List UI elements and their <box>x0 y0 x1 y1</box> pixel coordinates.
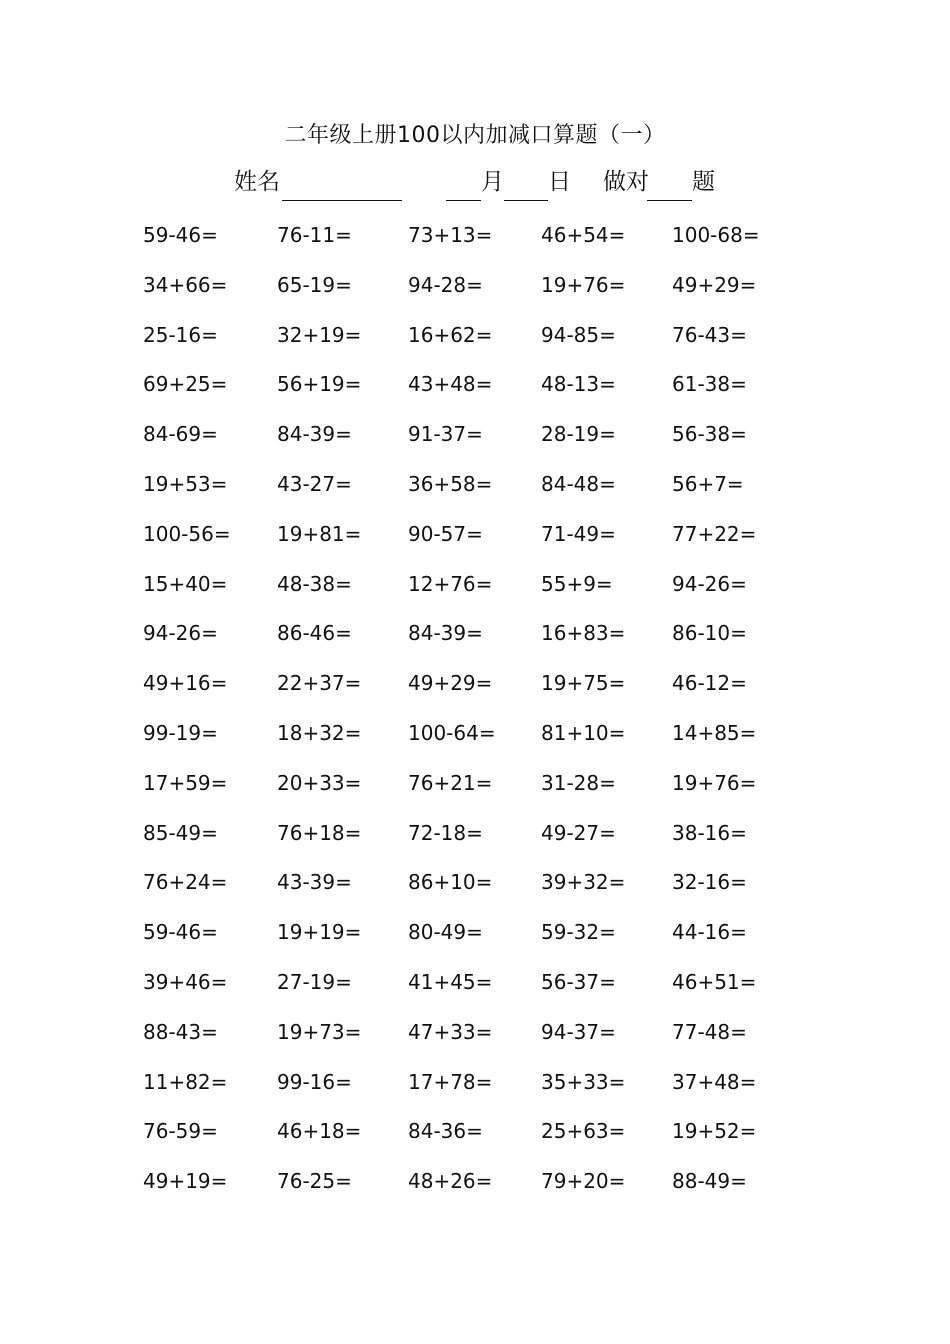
arithmetic-problem: 39+46= <box>143 970 228 994</box>
arithmetic-problem: 46-12= <box>672 671 747 696</box>
problem-row <box>0 668 950 698</box>
arithmetic-problem: 19+81= <box>277 521 362 546</box>
arithmetic-problem: 59-46= <box>143 223 218 247</box>
arithmetic-problem: 76-43= <box>672 322 747 347</box>
arithmetic-problem: 84-69= <box>143 422 218 447</box>
arithmetic-problem: 86+10= <box>408 870 493 895</box>
month-blank[interactable] <box>446 200 481 201</box>
problem-row <box>0 1017 950 1047</box>
problem-row <box>0 1166 950 1196</box>
problem-row <box>0 220 950 250</box>
arithmetic-problem: 86-46= <box>277 621 352 646</box>
arithmetic-problem: 69+25= <box>143 372 228 397</box>
arithmetic-problem: 56+19= <box>277 372 362 397</box>
arithmetic-problem: 19+76= <box>541 272 626 297</box>
arithmetic-problem: 99-16= <box>277 1069 352 1094</box>
arithmetic-problem: 48-38= <box>277 571 352 596</box>
arithmetic-problem: 72-18= <box>408 820 483 845</box>
arithmetic-problem: 43+48= <box>408 372 493 397</box>
arithmetic-problem: 84-39= <box>277 422 352 447</box>
problem-row <box>0 1067 950 1097</box>
arithmetic-problem: 76-11= <box>277 223 352 247</box>
arithmetic-problem: 90-57= <box>408 521 483 546</box>
arithmetic-problem: 43-39= <box>277 870 352 895</box>
arithmetic-problem: 18+32= <box>277 721 362 745</box>
arithmetic-problem: 49+29= <box>672 272 757 297</box>
problem-row <box>0 320 950 350</box>
arithmetic-problem: 38-16= <box>672 820 747 845</box>
arithmetic-problem: 80-49= <box>408 920 483 945</box>
arithmetic-problem: 49+19= <box>143 1169 228 1194</box>
arithmetic-problem: 59-32= <box>541 920 616 945</box>
arithmetic-problem: 94-85= <box>541 322 616 347</box>
problem-row <box>0 270 950 300</box>
arithmetic-problem: 86-10= <box>672 621 747 646</box>
arithmetic-problem: 76-25= <box>277 1169 352 1194</box>
arithmetic-problem: 94-26= <box>672 571 747 596</box>
arithmetic-problem: 49-27= <box>541 820 616 845</box>
problem-row <box>0 469 950 499</box>
arithmetic-problem: 76+21= <box>408 770 493 795</box>
problem-row <box>0 818 950 848</box>
problem-row <box>0 369 950 399</box>
arithmetic-problem: 11+82= <box>143 1069 228 1094</box>
arithmetic-problem: 19+75= <box>541 671 626 696</box>
arithmetic-problem: 20+33= <box>277 770 362 795</box>
problem-row <box>0 1116 950 1146</box>
problem-row <box>0 519 950 549</box>
arithmetic-problem: 71-49= <box>541 521 616 546</box>
arithmetic-problem: 77-48= <box>672 1019 747 1044</box>
correct-count-blank[interactable] <box>647 200 692 201</box>
arithmetic-problem: 16+83= <box>541 621 626 646</box>
arithmetic-problem: 44-16= <box>672 920 747 945</box>
arithmetic-problem: 65-19= <box>277 272 352 297</box>
arithmetic-problem: 35+33= <box>541 1069 626 1094</box>
arithmetic-problem: 81+10= <box>541 721 626 745</box>
arithmetic-problem: 76+18= <box>277 820 362 845</box>
arithmetic-problem: 56+7= <box>672 472 744 496</box>
arithmetic-problem: 46+51= <box>672 970 757 994</box>
worksheet-title: 二年级上册100以内加减口算题（一） <box>284 123 666 148</box>
arithmetic-problem: 37+48= <box>672 1069 757 1094</box>
arithmetic-problem: 31-28= <box>541 770 616 795</box>
problem-row <box>0 718 950 748</box>
arithmetic-problem: 43-27= <box>277 472 352 496</box>
day-label: 日 <box>548 169 571 195</box>
problem-row <box>0 967 950 997</box>
arithmetic-problem: 14+85= <box>672 721 757 745</box>
arithmetic-problem: 25-16= <box>143 322 218 347</box>
arithmetic-problem: 56-38= <box>672 422 747 447</box>
arithmetic-problem: 19+19= <box>277 920 362 945</box>
arithmetic-problem: 32+19= <box>277 322 362 347</box>
arithmetic-problem: 17+59= <box>143 770 228 795</box>
arithmetic-problem: 100-64= <box>408 721 496 745</box>
arithmetic-problem: 76-59= <box>143 1119 218 1144</box>
arithmetic-problem: 19+53= <box>143 472 228 496</box>
name-label: 姓名 <box>234 169 280 195</box>
arithmetic-problem: 85-49= <box>143 820 218 845</box>
problem-row <box>0 768 950 798</box>
problem-row <box>0 419 950 449</box>
arithmetic-problem: 61-38= <box>672 372 747 397</box>
problem-row <box>0 867 950 897</box>
arithmetic-problem: 77+22= <box>672 521 757 546</box>
arithmetic-problem: 17+78= <box>408 1069 493 1094</box>
arithmetic-problem: 34+66= <box>143 272 228 297</box>
problems-label: 题 <box>692 169 715 195</box>
arithmetic-problem: 84-48= <box>541 472 616 496</box>
arithmetic-problem: 28-19= <box>541 422 616 447</box>
arithmetic-problem: 12+76= <box>408 571 493 596</box>
arithmetic-problem: 47+33= <box>408 1019 493 1044</box>
arithmetic-problem: 94-28= <box>408 272 483 297</box>
arithmetic-problem: 16+62= <box>408 322 493 347</box>
arithmetic-problem: 19+73= <box>277 1019 362 1044</box>
month-label: 月 <box>481 169 504 195</box>
arithmetic-problem: 84-39= <box>408 621 483 646</box>
arithmetic-problem: 48-13= <box>541 372 616 397</box>
arithmetic-problem: 19+76= <box>672 770 757 795</box>
arithmetic-problem: 100-68= <box>672 223 760 247</box>
arithmetic-problem: 46+54= <box>541 223 626 247</box>
arithmetic-problem: 73+13= <box>408 223 493 247</box>
arithmetic-problem: 59-46= <box>143 920 218 945</box>
arithmetic-problem: 22+37= <box>277 671 362 696</box>
arithmetic-problem: 25+63= <box>541 1119 626 1144</box>
problem-row <box>0 618 950 648</box>
arithmetic-problem: 56-37= <box>541 970 616 994</box>
problem-row <box>0 917 950 947</box>
arithmetic-problem: 32-16= <box>672 870 747 895</box>
correct-label: 做对 <box>603 169 649 195</box>
arithmetic-problem: 41+45= <box>408 970 493 994</box>
arithmetic-problem: 76+24= <box>143 870 228 895</box>
arithmetic-problem: 46+18= <box>277 1119 362 1144</box>
arithmetic-problem: 15+40= <box>143 571 228 596</box>
arithmetic-problem: 36+58= <box>408 472 493 496</box>
arithmetic-problem: 91-37= <box>408 422 483 447</box>
arithmetic-problem: 49+16= <box>143 671 228 696</box>
arithmetic-problem: 94-37= <box>541 1019 616 1044</box>
arithmetic-problem: 48+26= <box>408 1169 493 1194</box>
student-info-row <box>0 166 950 206</box>
arithmetic-problem: 79+20= <box>541 1169 626 1194</box>
arithmetic-problem: 88-43= <box>143 1019 218 1044</box>
day-blank[interactable] <box>504 200 548 201</box>
arithmetic-problem: 55+9= <box>541 571 613 596</box>
arithmetic-problem: 88-49= <box>672 1169 747 1194</box>
arithmetic-problem: 19+52= <box>672 1119 757 1144</box>
arithmetic-problem: 99-19= <box>143 721 218 745</box>
arithmetic-problem: 84-36= <box>408 1119 483 1144</box>
arithmetic-problem: 49+29= <box>408 671 493 696</box>
name-blank[interactable] <box>282 200 402 201</box>
arithmetic-problem: 39+32= <box>541 870 626 895</box>
arithmetic-problem: 100-56= <box>143 521 231 546</box>
problem-row <box>0 569 950 599</box>
arithmetic-problem: 27-19= <box>277 970 352 994</box>
arithmetic-problem: 94-26= <box>143 621 218 646</box>
